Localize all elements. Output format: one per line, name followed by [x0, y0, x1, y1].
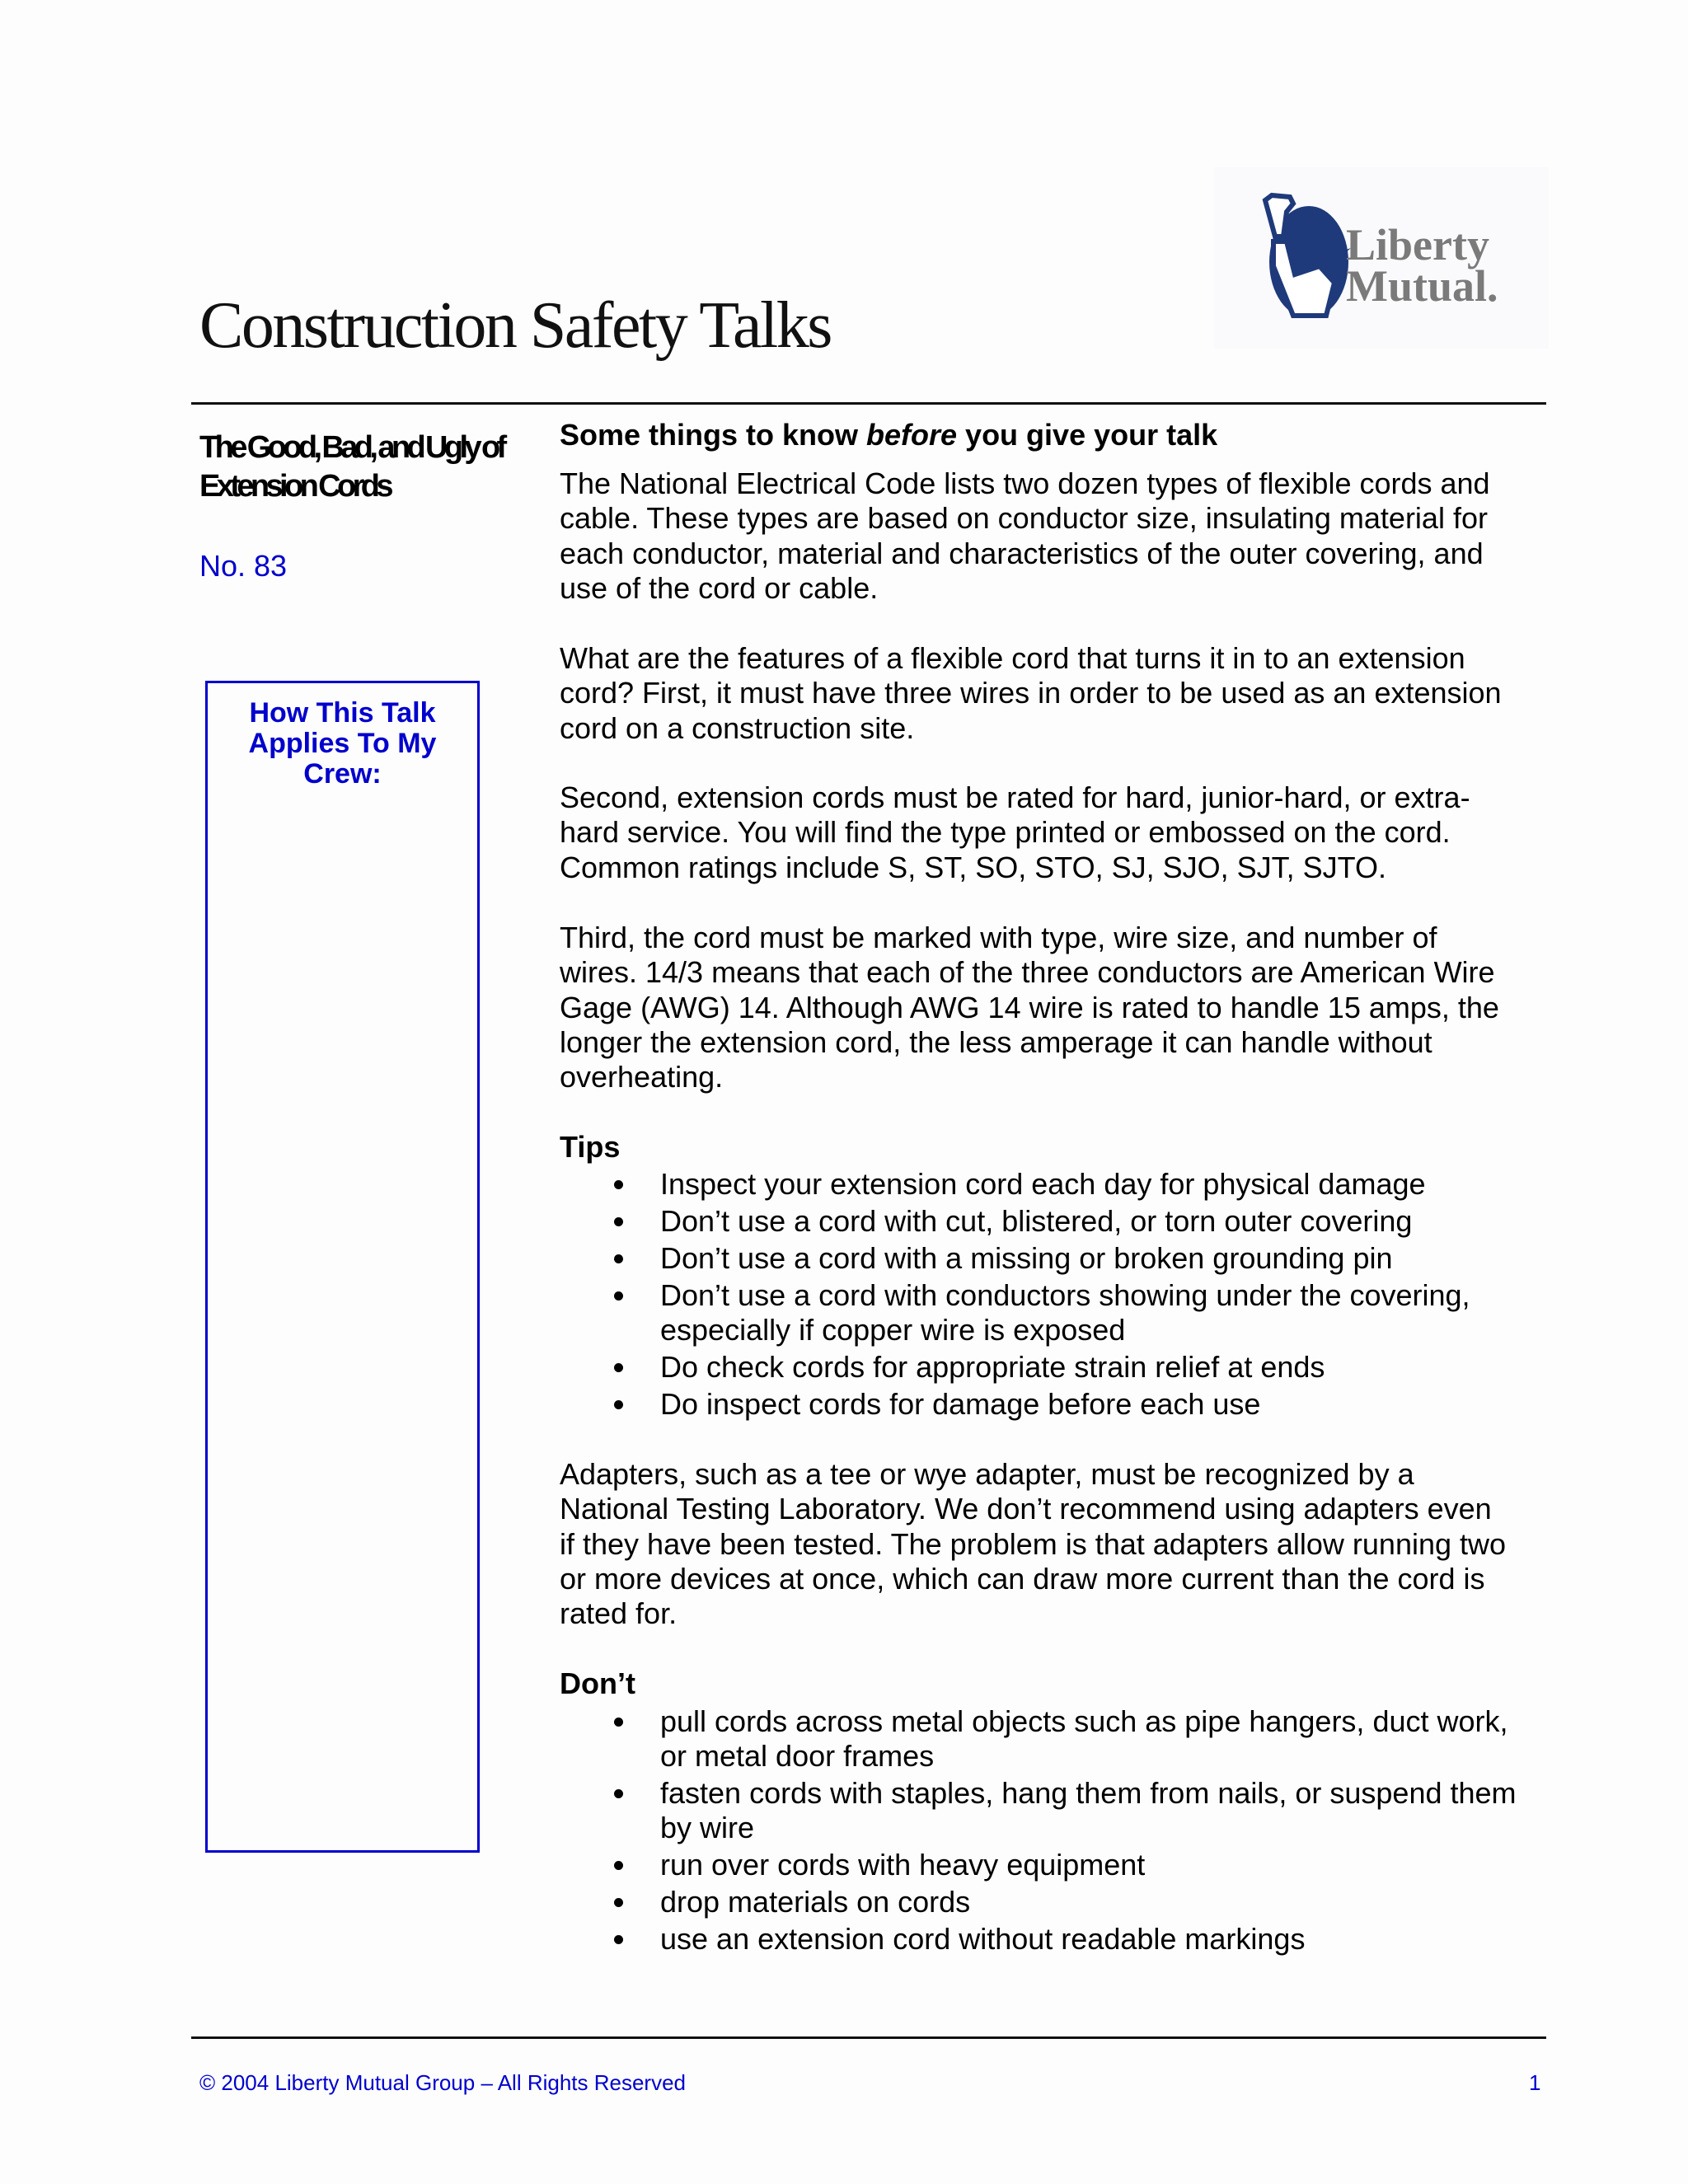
list-item-line: Do check cords for appropriate strain relief at ends [660, 1349, 1325, 1384]
dont-list [560, 1704, 1517, 1959]
list-item [560, 1278, 1470, 1348]
tips-list [560, 1167, 1470, 1424]
paragraph-line: Adapters, such as a tee or wye adapter, must be recognized by a [560, 1457, 1414, 1491]
crew-label-line: How This Talk [249, 697, 436, 729]
paragraph-line: What are the features of a flexible cord that turns it in to an extension [560, 641, 1465, 675]
talk-number: No. 83 [199, 549, 288, 583]
paragraph-line: Second, extension cords must be rated for hard, junior-hard, or extra- [560, 780, 1470, 814]
list-item [560, 1776, 1517, 1846]
svg-text:Mutual.: Mutual. [1346, 261, 1498, 311]
paragraph-line: The National Electrical Code lists two dozen types of flexible cords and [560, 466, 1490, 500]
intro-heading-pre: Some things to know [560, 418, 867, 452]
paragraph-4 [560, 921, 1499, 1094]
list-item [560, 1885, 1517, 1919]
list-item [560, 1704, 1517, 1774]
list-item-line: drop materials on cords [660, 1885, 971, 1919]
list-item-line: use an extension cord without readable markings [660, 1922, 1306, 1957]
paragraph-adapters [560, 1457, 1506, 1631]
footer-copyright: © 2004 Liberty Mutual Group – All Rights Reserved [199, 2070, 687, 2095]
header-divider [191, 402, 1546, 405]
paragraph-line: hard service. You will find the type printed or embossed on the cord. [560, 815, 1451, 850]
paragraph-line: cable. These types are based on conductor size, insulating material for [560, 501, 1488, 536]
list-item-line: fasten cords with staples, hang them from nails, or suspend them [660, 1776, 1517, 1811]
crew-notes-box[interactable] [205, 681, 480, 1853]
paragraph-line: cord? First, it must have three wires in order to be used as an extension [560, 676, 1502, 710]
list-item-line: Don’t use a cord with conductors showing under the covering, [660, 1277, 1470, 1312]
paragraph-line: wires. 14/3 means that each of the three conductors are American Wire [560, 955, 1495, 990]
paragraph-line: overheating. [560, 1060, 724, 1094]
tips-heading: Tips [560, 1130, 621, 1164]
talk-title [199, 429, 504, 506]
paragraph-line: National Testing Laboratory. We don’t recommend using adapters even [560, 1492, 1492, 1526]
list-item-line: Do inspect cords for damage before each use [660, 1386, 1261, 1421]
paragraph-line: Third, the cord must be marked with type, wire size, and number of [560, 921, 1437, 954]
list-item [560, 1241, 1470, 1276]
list-item-line: especially if copper wire is exposed [660, 1312, 1126, 1347]
intro-heading-emphasis: before [866, 418, 958, 452]
paragraph-line: rated for. [560, 1596, 678, 1631]
list-item [560, 1387, 1470, 1422]
list-item-line: Don’t use a cord with a missing or broken grounding pin [660, 1240, 1393, 1275]
talk-title-line: The Good, Bad, and Ugly of [199, 430, 504, 465]
list-item-line: run over cords with heavy equipment [660, 1848, 1146, 1882]
page-number: 1 [1529, 2070, 1541, 2095]
paragraph-line: Gage (AWG) 14. Although AWG 14 wire is rated to handle 15 amps, the [560, 990, 1499, 1024]
talk-title-line: Extension Cords [199, 469, 390, 504]
list-item [560, 1848, 1517, 1882]
list-item [560, 1167, 1470, 1202]
list-item-line: or metal door frames [660, 1739, 935, 1774]
list-item [560, 1922, 1517, 1957]
intro-heading [560, 418, 1217, 452]
statue-of-liberty-icon [1214, 167, 1549, 349]
list-item [560, 1204, 1470, 1239]
crew-label-line: Crew: [303, 758, 382, 790]
crew-notes-label [208, 698, 477, 790]
document-title: Construction Safety Talks [199, 289, 831, 362]
intro-heading-post: you give your talk [957, 418, 1218, 452]
paragraph-3 [560, 780, 1470, 885]
paragraph-line: longer the extension cord, the less amperage it can handle without [560, 1024, 1432, 1059]
list-item-line: Inspect your extension cord each day for physical damage [660, 1167, 1426, 1201]
footer-divider [191, 2036, 1546, 2039]
paragraph-line: each conductor, material and characteristics of the outer covering, and [560, 536, 1484, 570]
paragraph-line: cord on a construction site. [560, 710, 915, 745]
list-item [560, 1350, 1470, 1385]
list-item-line: by wire [660, 1811, 755, 1845]
paragraph-1 [560, 466, 1490, 606]
crew-label-line: Applies To My [248, 728, 437, 759]
svg-text:Liberty: Liberty [1346, 220, 1489, 269]
list-item-line: Don’t use a cord with cut, blistered, or torn outer covering [660, 1203, 1413, 1238]
dont-heading: Don’t [560, 1666, 635, 1700]
paragraph-line: use of the cord or cable. [560, 570, 879, 605]
liberty-mutual-logo [1214, 167, 1549, 349]
paragraph-line: or more devices at once, which can draw more current than the cord is [560, 1561, 1485, 1596]
paragraph-2 [560, 641, 1502, 746]
paragraph-line: Common ratings include S, ST, SO, STO, SJ, SJO, SJT, SJTO. [560, 850, 1386, 884]
paragraph-line: if they have been tested. The problem is that adapters allow running two [560, 1526, 1507, 1561]
list-item-line: pull cords across metal objects such as pipe hangers, duct work, [660, 1704, 1508, 1738]
